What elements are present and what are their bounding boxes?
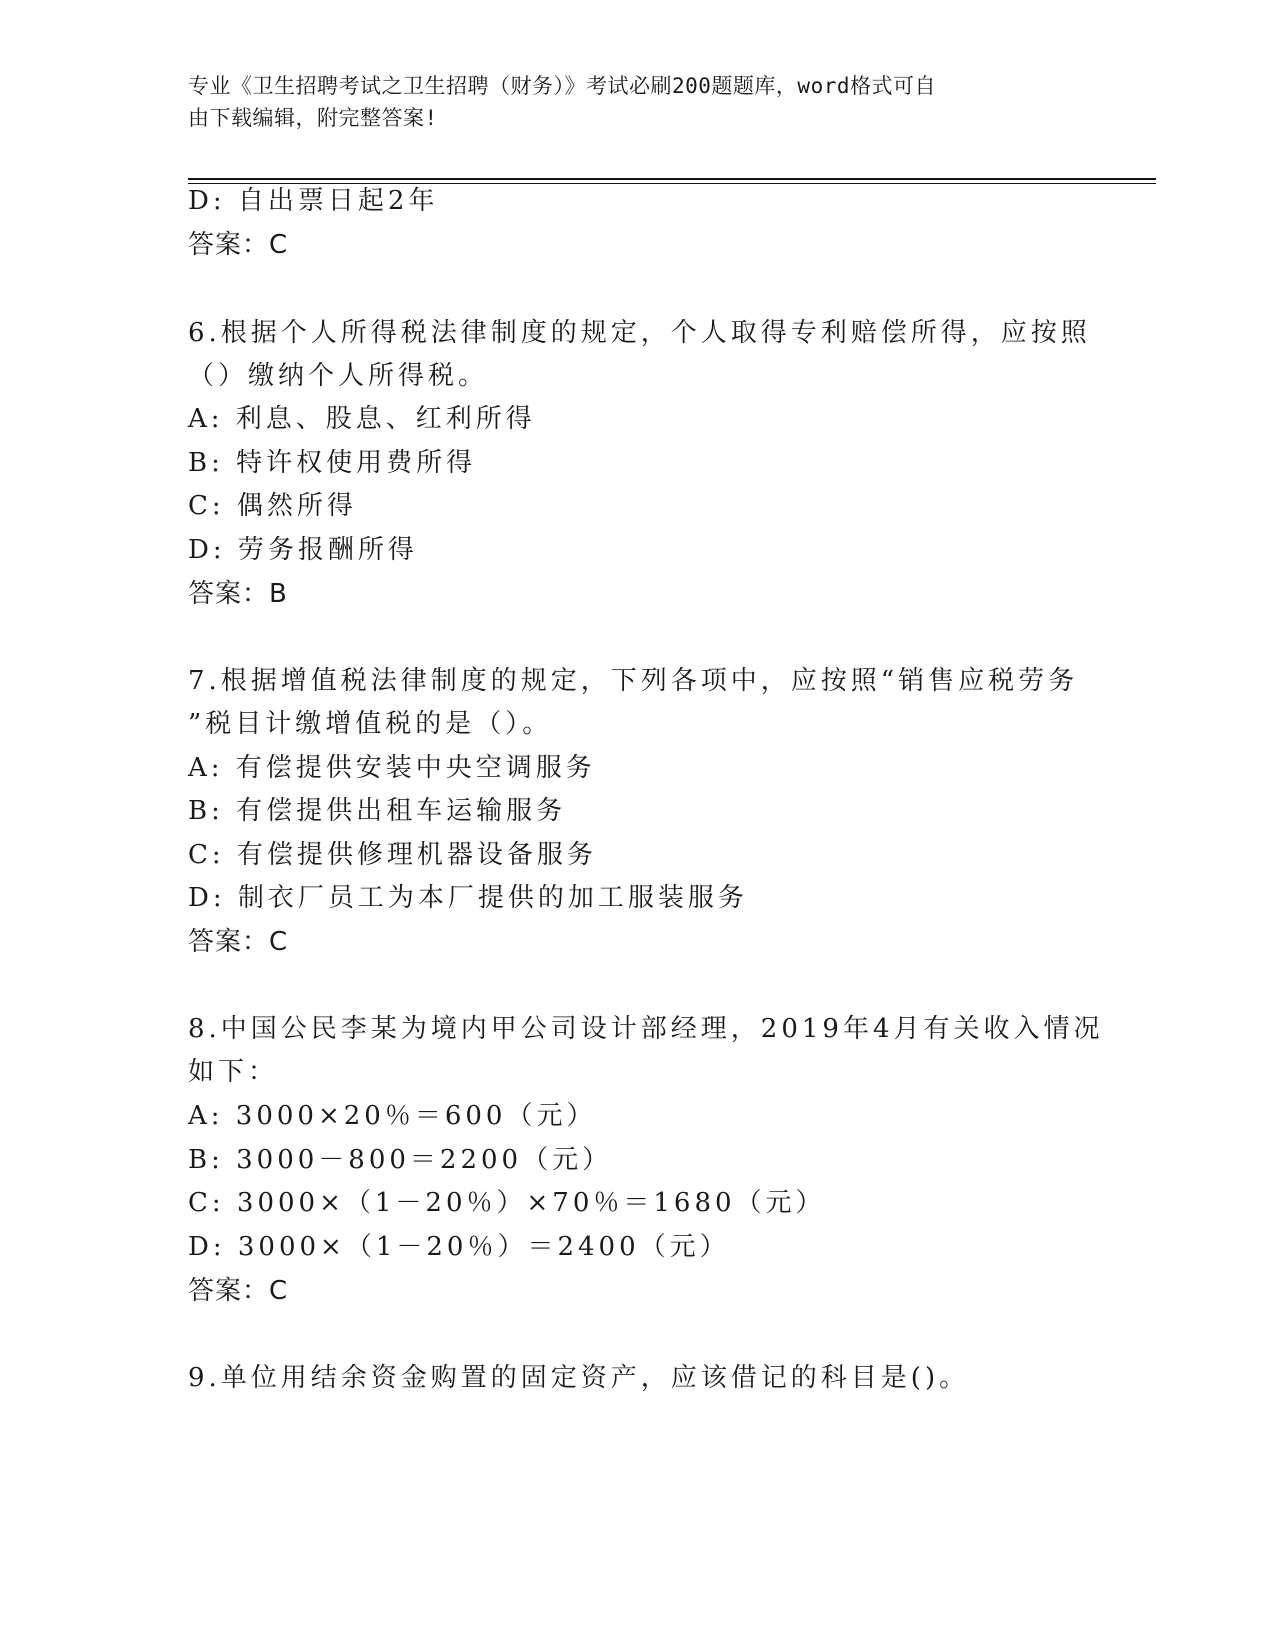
- q6-stem-line-2: （）缴纳个人所得税。: [188, 361, 489, 391]
- q6-option-d: D: 劳务报酬所得: [188, 535, 418, 565]
- q8-option-a: A: 3000×20％＝600（元）: [188, 1101, 597, 1131]
- q8-option-b: B: 3000－800＝2200（元）: [188, 1145, 613, 1175]
- q6-option-a: A: 利息、股息、红利所得: [188, 404, 536, 434]
- q7-stem-line-2: ”税目计缴增值税的是（）。: [188, 709, 553, 739]
- q7-option-a: A: 有偿提供安装中央空调服务: [188, 753, 596, 783]
- q7-option-d: D: 制衣厂员工为本厂提供的加工服装服务: [188, 883, 748, 913]
- page-header: [188, 70, 1068, 134]
- header-line-1: 专业《卫生招聘考试之卫生招聘（财务）》考试必刷200题题库，word格式可自: [188, 74, 936, 98]
- q8-stem-line-1: 8.中国公民李某为境内甲公司设计部经理，2019年4月有关收入情况: [188, 1014, 1104, 1044]
- q8-option-c: C: 3000×（1－20％）×70％＝1680（元）: [188, 1188, 826, 1218]
- q6-option-c: C: 偶然所得: [188, 491, 357, 521]
- q7-option-b: B: 有偿提供出租车运输服务: [188, 796, 567, 826]
- q6-option-b: B: 特许权使用费所得: [188, 448, 477, 478]
- q9-stem-line-1: 9.单位用结余资金购置的固定资产，应该借记的科目是()。: [188, 1363, 970, 1393]
- header-line-2: 由下载编辑，附完整答案!: [188, 106, 438, 130]
- prev-option-d: D: 自出票日起2年: [188, 186, 439, 216]
- prev-answer: 答案：C: [188, 230, 289, 260]
- q8-answer: 答案：C: [188, 1276, 289, 1306]
- q6-answer: 答案：B: [188, 579, 288, 609]
- q7-answer: 答案：C: [188, 927, 289, 957]
- q7-stem-line-1: 7.根据增值税法律制度的规定，下列各项中，应按照“销售应税劳务: [188, 666, 1079, 696]
- q8-stem-line-2: 如下：: [188, 1057, 279, 1087]
- header-divider-thick: [188, 178, 1156, 180]
- q7-option-c: C: 有偿提供修理机器设备服务: [188, 840, 597, 870]
- q6-stem-line-1: 6.根据个人所得税法律制度的规定，个人取得专利赔偿所得，应按照: [188, 318, 1091, 348]
- q8-option-d: D: 3000×（1－20％）＝2400（元）: [188, 1232, 730, 1262]
